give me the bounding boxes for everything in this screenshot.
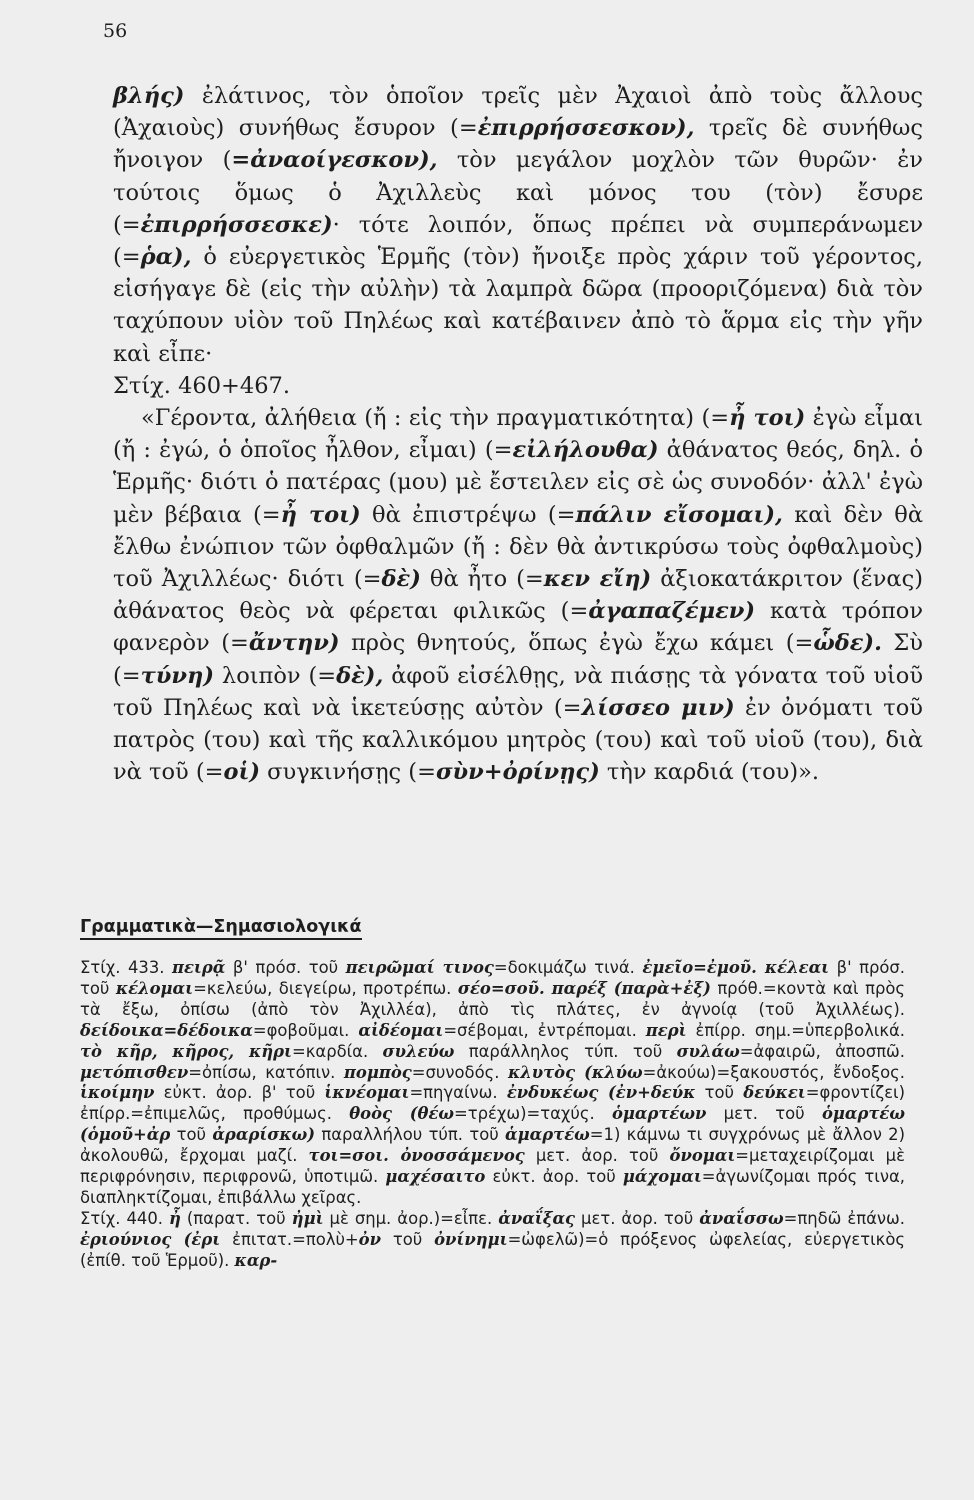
- text-run: Στίχ. 460+467.: [113, 372, 291, 399]
- text-run: ἐπίρρ. σημ.=ὑπερβολικά.: [686, 1020, 906, 1040]
- keyword-term: δεύκει: [743, 1083, 806, 1103]
- keyword-term: ὀν: [358, 1229, 381, 1249]
- text-run: =σέβομαι, ἐντρέπομαι.: [443, 1020, 646, 1040]
- keyword-term: λίσσεο μιν): [581, 694, 735, 721]
- keyword-term: καρ-: [234, 1250, 278, 1270]
- text-run: =δοκιμάζω τινά.: [493, 958, 643, 977]
- text-run: =πηγαίνω.: [409, 1083, 507, 1103]
- page-number: 56: [103, 20, 128, 42]
- text-run: β' πρόσ. τοῦ: [225, 958, 346, 977]
- keyword-term: δὲ),: [336, 662, 384, 689]
- text-run: κατὰ τρόπον φανερὸν (=: [113, 598, 924, 657]
- text-run: εὐκτ. ἀορ. β' τοῦ: [154, 1083, 325, 1103]
- keyword-term: ἁμαρτέω: [505, 1125, 590, 1145]
- text-run: μετ. τοῦ: [706, 1104, 822, 1124]
- keyword-term: πάλιν εἴσομαι),: [575, 501, 783, 528]
- keyword-term: ὀνίνημι: [434, 1229, 508, 1249]
- text-run: =ὀπίσω, κατόπιν.: [188, 1062, 344, 1082]
- text-run: καὶ δὲν θὰ ἔλθω ἐνώπιον τῶν ὀφθαλμῶν (ἤ : δὲν θὰ ἀντικρύσω τοὺς ὀφθαλμοὺς) τοῦ Ἀχιλλέως· διότι (=: [113, 501, 924, 593]
- text-run: τρεῖς δὲ συνήθως ἤνοιγον (: [113, 115, 923, 174]
- note-verse-433: [80, 958, 905, 1209]
- keyword-term: ὁμαρτέων: [611, 1104, 707, 1124]
- section-heading: Γραμματικὰ—Σημασιολογικά: [80, 917, 362, 940]
- keyword-term: κεν εἴη): [543, 566, 652, 593]
- keyword-term: ῥα),: [140, 244, 192, 271]
- keyword-term: ἐπιρρήσσεσκε): [140, 211, 333, 238]
- keyword-term: ἠμὶ: [291, 1208, 324, 1228]
- text-run: =ἀφαιρῶ, ἀποσπῶ.: [739, 1041, 905, 1061]
- keyword-term: ἱκνέομαι: [324, 1083, 410, 1103]
- text-run: =ἀγωνίζομαι πρός τινα, διαπληκτίζομαι, ἐπιβάλλω χεῖρας.: [80, 1167, 906, 1207]
- keyword-term: ὁμαρτέω (ὁμοῦ+ἀρ: [80, 1104, 905, 1145]
- keyword-term: ἐνδυκέως (ἐν+δεύκ: [506, 1083, 696, 1103]
- text-run: β' πρόσ. τοῦ: [80, 958, 906, 998]
- text-run: θὰ ἐπιστρέψω (=: [360, 501, 576, 528]
- note-verse-440: [80, 1209, 905, 1272]
- keyword-term: τὸ κῆρ, κῆρος, κῆρι: [80, 1041, 292, 1061]
- keyword-term: δὲ): [381, 566, 421, 593]
- keyword-term: =ἀναοίγεσκον),: [231, 147, 438, 174]
- text-run: · τότε λοιπόν, ὅπως πρέπει νὰ συμπεράνωμεν (=: [113, 211, 923, 271]
- keyword-term: ἐμεῖο=ἐμοῦ. κέλεαι: [642, 958, 830, 977]
- keyword-term: ἦ τοι): [729, 405, 806, 432]
- text-run: Στίχ. 440.: [80, 1208, 169, 1228]
- keyword-term: ὄνομαι: [669, 1146, 736, 1166]
- text-run: λοιπὸν (=: [214, 662, 337, 689]
- text-run: ἀξιοκατάκριτον (ἕνας) ἀθάνατος θεὸς νὰ φέρεται φιλικῶς (=: [113, 566, 923, 625]
- keyword-term: σὺν+ὀρίνῃς): [435, 759, 600, 786]
- keyword-term: ὧδε).: [813, 630, 882, 657]
- text-run: μὲ σημ. ἀορ.)=εἶπε.: [323, 1208, 499, 1228]
- keyword-term: ἀραρίσκω): [212, 1125, 316, 1145]
- keyword-term: κέλομαι: [115, 978, 194, 998]
- keyword-term: κλυτὸς (κλύω: [507, 1062, 643, 1082]
- keyword-term: μαχέσαιτο: [385, 1167, 486, 1187]
- keyword-term: βλής): [113, 83, 185, 109]
- text-run: τὴν καρδιά (του)».: [599, 759, 820, 786]
- text-run: =φοβοῦμαι.: [252, 1020, 359, 1040]
- text-run: =συνοδός.: [411, 1062, 508, 1082]
- text-run: =ὠφελῶ)=ὁ πρόξενος ὠφελείας, εὐεργετικὸς (ἐπίθ. τοῦ Ἑρμοῦ).: [80, 1229, 905, 1270]
- text-run: ἐπιτατ.=πολὺ+: [220, 1229, 359, 1249]
- keyword-term: ἱκοίμην: [80, 1083, 155, 1103]
- keyword-term: εἰλήλουθα): [512, 437, 659, 464]
- keyword-term: μάχομαι: [622, 1167, 702, 1187]
- keyword-term: πειρῶμαί τινος: [345, 958, 494, 977]
- text-run: τοῦ: [170, 1125, 213, 1145]
- text-run: =καρδία.: [292, 1041, 383, 1061]
- keyword-term: περὶ: [645, 1020, 687, 1040]
- text-run: μετ. ἀορ. τοῦ: [524, 1146, 670, 1166]
- text-run: παράλληλος τύπ. τοῦ: [454, 1041, 677, 1061]
- text-run: (παρατ. τοῦ: [180, 1208, 292, 1228]
- keyword-term: ἦ: [168, 1208, 181, 1228]
- text-run: τὸν μεγάλον μοχλὸν τῶν θυρῶν· ἐν τούτοις ὅμως ὁ Ἀχιλλεὺς καὶ μόνος του (τὸν) ἔσυρε (=: [113, 147, 923, 238]
- paragraph-translation-2: [113, 402, 923, 788]
- keyword-term: τοι=σοι. ὀνοσσάμενος: [308, 1146, 525, 1166]
- text-run: πρὸς θνητούς, ὅπως ἐγὼ ἔχω κάμει (=: [339, 630, 814, 657]
- text-run: =ἀκούω)=ξακουστός, ἔνδοξος.: [642, 1062, 906, 1082]
- keyword-term: οἱ): [223, 759, 261, 786]
- text-run: =μεταχειρίζομαι μὲ περιφρόνησιν, περιφρονῶ, ὑποτιμῶ.: [80, 1146, 905, 1187]
- text-run: =πηδῶ ἐπάνω.: [783, 1208, 905, 1228]
- main-text: [113, 80, 923, 788]
- verse-reference: [113, 370, 923, 402]
- keyword-term: αἰδέομαι: [358, 1020, 444, 1040]
- text-run: =φροντίζει) ἐπίρρ.=ἐπιμελῶς, προθύμως.: [80, 1083, 905, 1124]
- text-run: ἀθάνατος θεός, δηλ. ὁ Ἑρμῆς· διότι ὁ πατέρας (μου) μὲ ἔστειλεν εἰς σὲ ὡς συνοδόν· ἀλλ' ἐγὼ μὲν βέβαια (=: [113, 437, 923, 528]
- text-run: τοῦ: [695, 1083, 744, 1103]
- text-run: =κελεύω, διεγείρω, προτρέπω.: [193, 978, 458, 998]
- keyword-term: ἀναΐξας: [498, 1208, 576, 1228]
- keyword-term: συλάω: [676, 1041, 740, 1061]
- keyword-term: δείδοικα=δέδοικα: [80, 1020, 253, 1040]
- keyword-term: ἐπιρρήσσεσκον),: [477, 115, 695, 142]
- keyword-term: πομπὸς: [343, 1062, 412, 1082]
- text-run: θὰ ἦτο (=: [420, 566, 544, 593]
- grammar-notes: [80, 958, 905, 1272]
- paragraph-translation-1: [113, 80, 923, 370]
- keyword-term: ἦ τοι): [280, 501, 361, 528]
- text-run: ἐν ὀνόματι τοῦ πατρὸς (του) καὶ τῆς καλλικόμου μητρὸς (του) καὶ τοῦ υἱοῦ (του), διὰ νὰ τοῦ (=: [113, 694, 923, 786]
- keyword-term: τύνη): [140, 662, 215, 689]
- text-run: ὁ εὐεργετικὸς Ἑρμῆς (τὸν) ἤνοιξε πρὸς χάριν τοῦ γέροντος, εἰσήγαγε δὲ (εἰς τὴν αὐλὴν) τὰ λαμπρὰ δῶρα (προοριζόμενα) διὰ τὸν ταχύπουν υἱὸν τοῦ Πηλέως καὶ κατέβαινεν ἀπὸ τὸ ἅρμα εἰς τὴν γῆν καὶ εἶπε·: [113, 244, 923, 367]
- text-run: πρόθ.=κοντὰ καὶ πρὸς τὰ ἔξω, ὀπίσω (ἀπὸ τὸν Ἀχιλλέα), ἀπὸ τὶς πλάτες, ἐν ἀγνοίᾳ (τοῦ Ἀχιλλέως).: [80, 978, 905, 1019]
- text-run: εὐκτ. ἀορ. τοῦ: [485, 1167, 623, 1187]
- text-run: =1) κάμνω τι συγχρόνως μὲ ἄλλον 2) ἀκολουθῶ, ἔρχομαι μαζί.: [80, 1125, 906, 1166]
- text-run: «Γέροντα, ἀλήθεια (ἤ : εἰς τὴν πραγματικότητα) (=: [141, 405, 730, 432]
- keyword-term: σέο=σοῦ. παρέξ (παρὰ+ἐξ): [457, 978, 711, 998]
- keyword-term: μετόπισθεν: [80, 1062, 189, 1082]
- text-run: τοῦ: [380, 1229, 435, 1249]
- text-run: Σὺ (=: [113, 630, 923, 689]
- text-run: παραλλήλου τύπ. τοῦ: [315, 1125, 506, 1145]
- text-run: ἀφοῦ εἰσέλθῃς, νὰ πιάσῃς τὰ γόνατα τοῦ υἱοῦ τοῦ Πηλέως καὶ νὰ ἱκετεύσῃς αὐτὸν (=: [113, 662, 923, 721]
- text-run: ἐλάτινος, τὸν ὁποῖον τρεῖς μὲν Ἀχαιοὶ ἀπὸ τοὺς ἄλλους (Ἀχαιοὺς) συνήθως ἔσυρον (=: [113, 83, 923, 142]
- keyword-term: συλεύω: [382, 1041, 455, 1061]
- text-run: συγκινήσῃς (=: [260, 759, 436, 786]
- keyword-term: ἄντην): [248, 630, 340, 657]
- keyword-term: ἀναΐσσω: [699, 1208, 784, 1228]
- text-run: ἐγὼ εἶμαι (ἤ : ἐγώ, ὁ ὁποῖος ἦλθον, εἶμαι) (=: [113, 405, 924, 464]
- text-run: Στίχ. 433.: [80, 958, 172, 977]
- keyword-term: πειρᾷ: [171, 958, 226, 977]
- text-run: =τρέχω)=ταχύς.: [454, 1104, 612, 1124]
- keyword-term: ἀγαπαζέμεν): [588, 598, 756, 625]
- keyword-term: θοὸς (θέω: [349, 1104, 455, 1124]
- text-run: μετ. ἀορ. τοῦ: [575, 1208, 700, 1228]
- keyword-term: ἐριούνιος (ἐρι: [80, 1229, 221, 1249]
